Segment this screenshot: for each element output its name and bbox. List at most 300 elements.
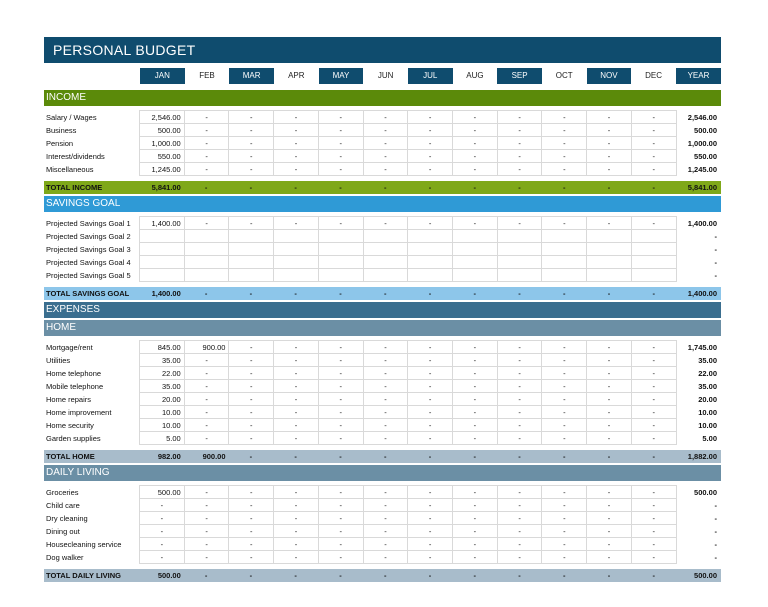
cell-jun[interactable]: -: [363, 393, 408, 406]
cell-aug[interactable]: [453, 230, 498, 243]
cell-may[interactable]: -: [318, 124, 363, 137]
cell-jun[interactable]: -: [363, 406, 408, 419]
cell-year: -: [714, 231, 717, 241]
cell-jun[interactable]: -: [363, 432, 408, 445]
total-cell-year: 1,400.00: [687, 289, 717, 298]
cell-jun[interactable]: [363, 256, 408, 269]
cell-sep[interactable]: -: [497, 124, 542, 137]
cell-sep[interactable]: -: [497, 163, 542, 176]
cell-mar[interactable]: -: [229, 551, 274, 564]
cell-jul[interactable]: -: [408, 512, 453, 525]
cell-sep[interactable]: -: [497, 512, 542, 525]
cell-mar[interactable]: -: [229, 486, 274, 499]
cell-nov[interactable]: -: [587, 432, 632, 445]
cell-sep[interactable]: -: [497, 137, 542, 150]
cell-dec[interactable]: -: [631, 499, 676, 512]
cell-aug[interactable]: -: [453, 341, 498, 354]
cell-oct[interactable]: [542, 256, 587, 269]
cell-may[interactable]: -: [318, 538, 363, 551]
cell-apr[interactable]: [274, 230, 319, 243]
cell-jul[interactable]: -: [408, 217, 453, 230]
cell-oct[interactable]: -: [542, 380, 587, 393]
cell-jun[interactable]: -: [363, 150, 408, 163]
cell-aug[interactable]: -: [453, 499, 498, 512]
cell-oct[interactable]: -: [542, 525, 587, 538]
cell-may[interactable]: -: [318, 393, 363, 406]
cell-may[interactable]: -: [318, 406, 363, 419]
cell-jul[interactable]: [408, 243, 453, 256]
cell-dec[interactable]: [631, 256, 676, 269]
cell-jul[interactable]: -: [408, 393, 453, 406]
cell-jun[interactable]: [363, 243, 408, 256]
cell-sep[interactable]: -: [497, 217, 542, 230]
cell-nov[interactable]: -: [587, 419, 632, 432]
cell-dec[interactable]: -: [631, 111, 676, 124]
cell-mar[interactable]: [229, 243, 274, 256]
cell-mar[interactable]: -: [229, 393, 274, 406]
cell-jun[interactable]: -: [363, 512, 408, 525]
cell-aug[interactable]: -: [453, 393, 498, 406]
cell-oct[interactable]: -: [542, 486, 587, 499]
cell-nov[interactable]: -: [587, 406, 632, 419]
cell-oct[interactable]: -: [542, 111, 587, 124]
cell-mar[interactable]: -: [229, 354, 274, 367]
cell-nov[interactable]: -: [587, 354, 632, 367]
total-cell-oct: -: [563, 183, 566, 192]
cell-feb[interactable]: -: [184, 367, 229, 380]
cell-jun[interactable]: -: [363, 111, 408, 124]
cell-apr[interactable]: -: [274, 367, 319, 380]
cell-apr[interactable]: -: [274, 419, 319, 432]
cell-jan[interactable]: [140, 230, 185, 243]
cell-jul[interactable]: -: [408, 341, 453, 354]
cell-feb[interactable]: [184, 230, 229, 243]
cell-sep[interactable]: -: [497, 111, 542, 124]
cell-jun[interactable]: -: [363, 419, 408, 432]
cell-feb[interactable]: -: [184, 538, 229, 551]
cell-feb[interactable]: -: [184, 512, 229, 525]
cell-feb[interactable]: -: [184, 111, 229, 124]
cell-may[interactable]: -: [318, 163, 363, 176]
cell-jun[interactable]: -: [363, 525, 408, 538]
cell-sep[interactable]: [497, 230, 542, 243]
cell-dec[interactable]: -: [631, 367, 676, 380]
cell-jun[interactable]: -: [363, 341, 408, 354]
cell-oct[interactable]: -: [542, 150, 587, 163]
cell-aug[interactable]: -: [453, 551, 498, 564]
cell-oct[interactable]: -: [542, 419, 587, 432]
cell-jun[interactable]: -: [363, 551, 408, 564]
cell-oct[interactable]: [542, 230, 587, 243]
cell-dec[interactable]: -: [631, 419, 676, 432]
cell-oct[interactable]: -: [542, 406, 587, 419]
cell-dec[interactable]: [631, 269, 676, 282]
cell-sep[interactable]: -: [497, 432, 542, 445]
cell-nov[interactable]: [587, 269, 632, 282]
cell-may[interactable]: -: [318, 150, 363, 163]
row-label: Salary / Wages: [46, 112, 97, 122]
cell-aug[interactable]: -: [453, 419, 498, 432]
cell-mar[interactable]: -: [229, 499, 274, 512]
cell-mar[interactable]: [229, 256, 274, 269]
cell-sep[interactable]: -: [497, 393, 542, 406]
cell-apr[interactable]: -: [274, 354, 319, 367]
cell-jan[interactable]: 1,400.00: [140, 217, 185, 230]
cell-sep[interactable]: -: [497, 419, 542, 432]
cell-mar[interactable]: -: [229, 419, 274, 432]
cell-sep[interactable]: -: [497, 367, 542, 380]
cell-feb[interactable]: [184, 269, 229, 282]
cell-jun[interactable]: -: [363, 538, 408, 551]
cell-aug[interactable]: -: [453, 163, 498, 176]
cell-apr[interactable]: -: [274, 150, 319, 163]
cell-dec[interactable]: -: [631, 150, 676, 163]
cell-apr[interactable]: -: [274, 137, 319, 150]
cell-may[interactable]: -: [318, 137, 363, 150]
cell-sep[interactable]: -: [497, 538, 542, 551]
cell-jul[interactable]: -: [408, 419, 453, 432]
cell-oct[interactable]: [542, 243, 587, 256]
cell-may[interactable]: -: [318, 354, 363, 367]
cell-aug[interactable]: -: [453, 217, 498, 230]
cell-nov[interactable]: -: [587, 124, 632, 137]
cell-aug[interactable]: [453, 269, 498, 282]
cell-nov[interactable]: -: [587, 163, 632, 176]
cell-sep[interactable]: -: [497, 354, 542, 367]
cell-apr[interactable]: -: [274, 538, 319, 551]
cell-mar[interactable]: -: [229, 341, 274, 354]
cell-jul[interactable]: -: [408, 163, 453, 176]
cell-jul[interactable]: -: [408, 380, 453, 393]
cell-dec[interactable]: -: [631, 512, 676, 525]
cell-jan[interactable]: 22.00: [140, 367, 185, 380]
cell-feb[interactable]: -: [184, 124, 229, 137]
cell-apr[interactable]: -: [274, 393, 319, 406]
cell-dec[interactable]: -: [631, 124, 676, 137]
cell-dec[interactable]: -: [631, 551, 676, 564]
cell-jul[interactable]: -: [408, 499, 453, 512]
cell-dec[interactable]: -: [631, 354, 676, 367]
cell-apr[interactable]: -: [274, 525, 319, 538]
cell-may[interactable]: -: [318, 217, 363, 230]
cell-jan[interactable]: [140, 243, 185, 256]
cell-nov[interactable]: [587, 243, 632, 256]
cell-jul[interactable]: -: [408, 367, 453, 380]
cell-oct[interactable]: -: [542, 367, 587, 380]
cell-jun[interactable]: -: [363, 354, 408, 367]
cell-dec[interactable]: -: [631, 538, 676, 551]
cell-feb[interactable]: -: [184, 525, 229, 538]
cell-dec[interactable]: -: [631, 393, 676, 406]
cell-jun[interactable]: -: [363, 137, 408, 150]
cell-oct[interactable]: -: [542, 137, 587, 150]
cell-nov[interactable]: -: [587, 538, 632, 551]
cell-jan[interactable]: 500.00: [140, 486, 185, 499]
cell-aug[interactable]: -: [453, 525, 498, 538]
cell-may[interactable]: -: [318, 341, 363, 354]
cell-jun[interactable]: -: [363, 486, 408, 499]
cell-jul[interactable]: -: [408, 486, 453, 499]
cell-mar[interactable]: -: [229, 163, 274, 176]
total-row: [44, 287, 721, 300]
cell-feb[interactable]: -: [184, 551, 229, 564]
cell-feb[interactable]: -: [184, 499, 229, 512]
total-cell-jun: -: [383, 452, 387, 461]
cell-dec[interactable]: -: [631, 137, 676, 150]
cell-apr[interactable]: -: [274, 551, 319, 564]
cell-jan[interactable]: 35.00: [140, 354, 185, 367]
cell-nov[interactable]: -: [587, 217, 632, 230]
cell-oct[interactable]: -: [542, 538, 587, 551]
cell-jan[interactable]: -: [140, 551, 185, 564]
cell-apr[interactable]: -: [274, 111, 319, 124]
cell-feb[interactable]: -: [184, 354, 229, 367]
cell-aug[interactable]: -: [453, 367, 498, 380]
cell-sep[interactable]: -: [497, 406, 542, 419]
cell-apr[interactable]: -: [274, 380, 319, 393]
cell-jul[interactable]: -: [408, 406, 453, 419]
cell-mar[interactable]: -: [229, 150, 274, 163]
cell-sep[interactable]: -: [497, 551, 542, 564]
cell-nov[interactable]: -: [587, 137, 632, 150]
cell-mar[interactable]: -: [229, 432, 274, 445]
cell-jan[interactable]: 20.00: [140, 393, 185, 406]
cell-apr[interactable]: [274, 256, 319, 269]
total-cell-nov: -: [607, 571, 611, 580]
cell-sep[interactable]: -: [497, 341, 542, 354]
cell-dec[interactable]: -: [631, 486, 676, 499]
cell-jun[interactable]: [363, 230, 408, 243]
cell-jan[interactable]: -: [140, 499, 185, 512]
cell-jun[interactable]: -: [363, 163, 408, 176]
cell-may[interactable]: -: [318, 525, 363, 538]
cell-nov[interactable]: -: [587, 551, 632, 564]
cell-jul[interactable]: -: [408, 432, 453, 445]
cell-dec[interactable]: -: [631, 432, 676, 445]
cell-may[interactable]: -: [318, 499, 363, 512]
cell-aug[interactable]: [453, 243, 498, 256]
cell-nov[interactable]: -: [587, 393, 632, 406]
cell-oct[interactable]: -: [542, 354, 587, 367]
cell-aug[interactable]: -: [453, 406, 498, 419]
cell-feb[interactable]: -: [184, 486, 229, 499]
cell-apr[interactable]: -: [274, 163, 319, 176]
cell-aug[interactable]: -: [453, 538, 498, 551]
cell-may[interactable]: [318, 243, 363, 256]
cell-oct[interactable]: -: [542, 163, 587, 176]
cell-oct[interactable]: [542, 269, 587, 282]
cell-aug[interactable]: -: [453, 512, 498, 525]
cell-oct[interactable]: -: [542, 432, 587, 445]
cell-nov[interactable]: -: [587, 525, 632, 538]
cell-jul[interactable]: -: [408, 111, 453, 124]
cell-may[interactable]: -: [318, 367, 363, 380]
cell-aug[interactable]: -: [453, 354, 498, 367]
cell-dec[interactable]: -: [631, 163, 676, 176]
cell-sep[interactable]: -: [497, 499, 542, 512]
cell-feb[interactable]: -: [184, 432, 229, 445]
cell-jun[interactable]: [363, 269, 408, 282]
cell-oct[interactable]: -: [542, 551, 587, 564]
month-header-apr: APR: [288, 71, 305, 80]
cell-apr[interactable]: -: [274, 499, 319, 512]
cell-nov[interactable]: -: [587, 486, 632, 499]
cell-may[interactable]: -: [318, 432, 363, 445]
cell-nov[interactable]: -: [587, 512, 632, 525]
cell-apr[interactable]: -: [274, 406, 319, 419]
cell-may[interactable]: -: [318, 486, 363, 499]
cell-jun[interactable]: -: [363, 124, 408, 137]
cell-dec[interactable]: -: [631, 525, 676, 538]
cell-feb[interactable]: -: [184, 150, 229, 163]
cell-jul[interactable]: -: [408, 124, 453, 137]
cell-apr[interactable]: -: [274, 432, 319, 445]
cell-sep[interactable]: -: [497, 150, 542, 163]
cell-may[interactable]: -: [318, 419, 363, 432]
cell-jun[interactable]: -: [363, 367, 408, 380]
cell-aug[interactable]: -: [453, 150, 498, 163]
cell-jan[interactable]: 2,546.00: [140, 111, 185, 124]
cell-aug[interactable]: -: [453, 432, 498, 445]
cell-jun[interactable]: -: [363, 380, 408, 393]
cell-dec[interactable]: -: [631, 341, 676, 354]
cell-aug[interactable]: -: [453, 137, 498, 150]
cell-aug[interactable]: -: [453, 124, 498, 137]
cell-dec[interactable]: [631, 243, 676, 256]
cell-sep[interactable]: [497, 269, 542, 282]
cell-mar[interactable]: [229, 269, 274, 282]
cell-nov[interactable]: -: [587, 150, 632, 163]
cell-oct[interactable]: -: [542, 124, 587, 137]
cell-feb[interactable]: [184, 256, 229, 269]
cell-feb[interactable]: [184, 243, 229, 256]
cell-mar[interactable]: -: [229, 538, 274, 551]
section-band-savings: SAVINGS GOAL: [44, 196, 721, 212]
cell-may[interactable]: -: [318, 551, 363, 564]
total-cell-oct: -: [563, 571, 566, 580]
cell-jul[interactable]: -: [408, 354, 453, 367]
cell-aug[interactable]: -: [453, 111, 498, 124]
cell-nov[interactable]: -: [587, 367, 632, 380]
cell-mar[interactable]: [229, 230, 274, 243]
cell-nov[interactable]: -: [587, 499, 632, 512]
cell-oct[interactable]: -: [542, 499, 587, 512]
cell-feb[interactable]: -: [184, 419, 229, 432]
cell-jul[interactable]: -: [408, 538, 453, 551]
row-label: Home repairs: [46, 394, 92, 404]
cell-jul[interactable]: -: [408, 150, 453, 163]
cell-mar[interactable]: -: [229, 111, 274, 124]
cell-oct[interactable]: -: [542, 341, 587, 354]
cell-jan[interactable]: 35.00: [140, 380, 185, 393]
cell-jan[interactable]: 500.00: [140, 124, 185, 137]
cell-mar[interactable]: -: [229, 525, 274, 538]
cell-jul[interactable]: -: [408, 551, 453, 564]
cell-feb[interactable]: -: [184, 163, 229, 176]
cell-jan[interactable]: 10.00: [140, 406, 185, 419]
cell-sep[interactable]: -: [497, 380, 542, 393]
cell-nov[interactable]: [587, 256, 632, 269]
cell-nov[interactable]: [587, 230, 632, 243]
cell-may[interactable]: -: [318, 512, 363, 525]
cell-oct[interactable]: -: [542, 393, 587, 406]
cell-may[interactable]: [318, 230, 363, 243]
cell-feb[interactable]: -: [184, 217, 229, 230]
cell-jan[interactable]: 845.00: [140, 341, 185, 354]
cell-jul[interactable]: -: [408, 525, 453, 538]
cell-jul[interactable]: [408, 269, 453, 282]
cell-aug[interactable]: -: [453, 486, 498, 499]
cell-apr[interactable]: -: [274, 124, 319, 137]
cell-jan[interactable]: 550.00: [140, 150, 185, 163]
cell-sep[interactable]: [497, 256, 542, 269]
cell-sep[interactable]: -: [497, 525, 542, 538]
cell-jul[interactable]: [408, 230, 453, 243]
cell-oct[interactable]: -: [542, 217, 587, 230]
cell-dec[interactable]: -: [631, 406, 676, 419]
cell-mar[interactable]: -: [229, 380, 274, 393]
cell-apr[interactable]: -: [274, 486, 319, 499]
cell-feb[interactable]: -: [184, 380, 229, 393]
cell-apr[interactable]: -: [274, 512, 319, 525]
cell-jan[interactable]: 5.00: [140, 432, 185, 445]
cell-jan[interactable]: [140, 269, 185, 282]
cell-aug[interactable]: -: [453, 380, 498, 393]
cell-dec[interactable]: [631, 230, 676, 243]
cell-mar[interactable]: -: [229, 217, 274, 230]
cell-jan[interactable]: 10.00: [140, 419, 185, 432]
cell-apr[interactable]: [274, 269, 319, 282]
cell-feb[interactable]: -: [184, 393, 229, 406]
cell-mar[interactable]: -: [229, 124, 274, 137]
cell-oct[interactable]: -: [542, 512, 587, 525]
cell-jul[interactable]: [408, 256, 453, 269]
cell-jan[interactable]: -: [140, 512, 185, 525]
cell-sep[interactable]: [497, 243, 542, 256]
cell-may[interactable]: [318, 269, 363, 282]
cell-mar[interactable]: -: [229, 367, 274, 380]
cell-jan[interactable]: [140, 256, 185, 269]
cell-jan[interactable]: -: [140, 525, 185, 538]
cell-dec[interactable]: -: [631, 217, 676, 230]
cell-mar[interactable]: -: [229, 512, 274, 525]
cell-year: -: [714, 500, 717, 510]
cell-jun[interactable]: -: [363, 499, 408, 512]
cell-jan[interactable]: -: [140, 538, 185, 551]
cell-jan[interactable]: 1,245.00: [140, 163, 185, 176]
cell-jan[interactable]: 1,000.00: [140, 137, 185, 150]
cell-jul[interactable]: -: [408, 137, 453, 150]
cell-aug[interactable]: [453, 256, 498, 269]
cell-apr[interactable]: -: [274, 217, 319, 230]
cell-apr[interactable]: [274, 243, 319, 256]
cell-mar[interactable]: -: [229, 406, 274, 419]
cell-jun[interactable]: -: [363, 217, 408, 230]
cell-nov[interactable]: -: [587, 380, 632, 393]
cell-nov[interactable]: -: [587, 341, 632, 354]
cell-mar[interactable]: -: [229, 137, 274, 150]
cell-may[interactable]: -: [318, 380, 363, 393]
cell-apr[interactable]: -: [274, 341, 319, 354]
cell-feb[interactable]: 900.00: [184, 341, 229, 354]
cell-nov[interactable]: -: [587, 111, 632, 124]
cell-dec[interactable]: -: [631, 380, 676, 393]
cell-sep[interactable]: -: [497, 486, 542, 499]
cell-feb[interactable]: -: [184, 406, 229, 419]
cell-may[interactable]: [318, 256, 363, 269]
cell-may[interactable]: -: [318, 111, 363, 124]
cell-feb[interactable]: -: [184, 137, 229, 150]
